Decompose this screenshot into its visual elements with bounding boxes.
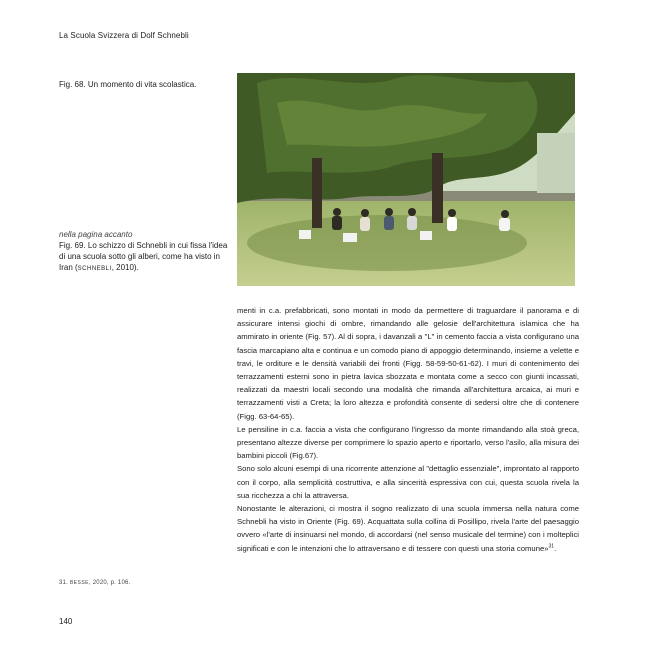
footnote-31 — [59, 580, 130, 586]
school-life-photo — [237, 73, 575, 286]
paragraph-text: Nonostante le alterazioni, ci mostra il sogno realizzato di una scuola immersa nella natura come Schnebli ha visto in Oriente (Fig. 69). Acquattata sulla collina di Posillipo, rivela l'arte del paesaggio ovvero «l'arte di insinuarsi nel mondo, di accordarsi (nel senso musicale del termine) con i molteplici significati e con le intenzioni che lo attraversano e di tessere con questi una storia comune» — [237, 504, 579, 553]
figure-69-caption-text: Fig. 69. Lo schizzo di Schnebli in cui fissa l'idea di una scuola sotto gli alberi, come ha visto in Iran ( — [59, 241, 228, 272]
paragraph: Le pensiline in c.a. faccia a vista che configurano l'ingresso da monte rimandando alla stoà greca, presentano altezze diverse per comprimere lo spazio aperto e riportarlo, verso l'asilo, alla misura dei bambini piccoli (Fig.67). — [237, 424, 579, 461]
tree-trunk-left — [312, 158, 322, 228]
figure-68-caption: Fig. 68. Un momento di vita scolastica. — [59, 80, 197, 89]
photo-illustration — [237, 73, 575, 286]
running-head: La Scuola Svizzera di Dolf Schnebli — [59, 31, 189, 40]
tree-trunk-right — [432, 153, 443, 223]
main-body-text — [237, 304, 579, 555]
footnote-number: 31. — [59, 580, 68, 586]
figure-69-location-note: nella pagina accanto — [59, 230, 133, 239]
figure-69-caption — [59, 229, 229, 275]
figure-69-caption-author: SCHNEBLI — [77, 266, 112, 272]
figure-69-caption-year: , 2010). — [111, 263, 139, 272]
paragraph: Nonostante le alterazioni, ci mostra il sogno realizzato di una scuola immersa nella natura come Schnebli ha visto in Oriente (Fig. 69). Acquattata sulla collina di Posillipo, rivela l'arte del paesaggio ovvero «l'arte di insinuarsi nel mondo, di accordarsi (nel senso musicale del termine) con i molteplici significati e con le intenzioni che lo attraversano e di tessere con questi una storia comune»$^{31}$. — [237, 504, 579, 553]
footnote-reference: 31 — [548, 543, 555, 550]
paragraph: menti in c.a. prefabbricati, sono montati in modo da permettere di traguardare il panorama e di assicurare intensi giochi di ombre, rimandando alle gelosie dell'architettura islamica che ha ammirato in oriente (Fig. 57). Al di sopra, i davanzali a "L" in cemento faccia a vista configurano una fascia marcapiano alta e continua e un comodo piano di appoggio determinando, insieme a velette e travi, le orditure e le densità variabili dei fronti (Figg. 58-59-50-61-62). I muri di contenimento dei terrazzamenti esterni sono in pietra lavica sbozzata e montata come a secco con giunti incassati, realizzati da maestri locali secondo una modalità che rimanda all'architettura arcaica, ai muri e terrazzamenti visti a Creta; la loro altezza e profondità consente di sedersi oltre che di contenere (Figg. 63-64-65). — [237, 306, 579, 421]
footnote-citation: , 2020, p. 106. — [89, 580, 131, 586]
footnote-author: BESSE — [69, 580, 90, 586]
page-number: 140 — [59, 617, 73, 626]
paragraph: Sono solo alcuni esempi di una ricorrente attenzione al "dettaglio essenziale", improntato al rapporto con il corpo, alla semplicità costruttiva, e alla sincerità espressiva con cui, questa scuola rivela la sua ricchezza a chi la attraversa. — [237, 464, 579, 500]
